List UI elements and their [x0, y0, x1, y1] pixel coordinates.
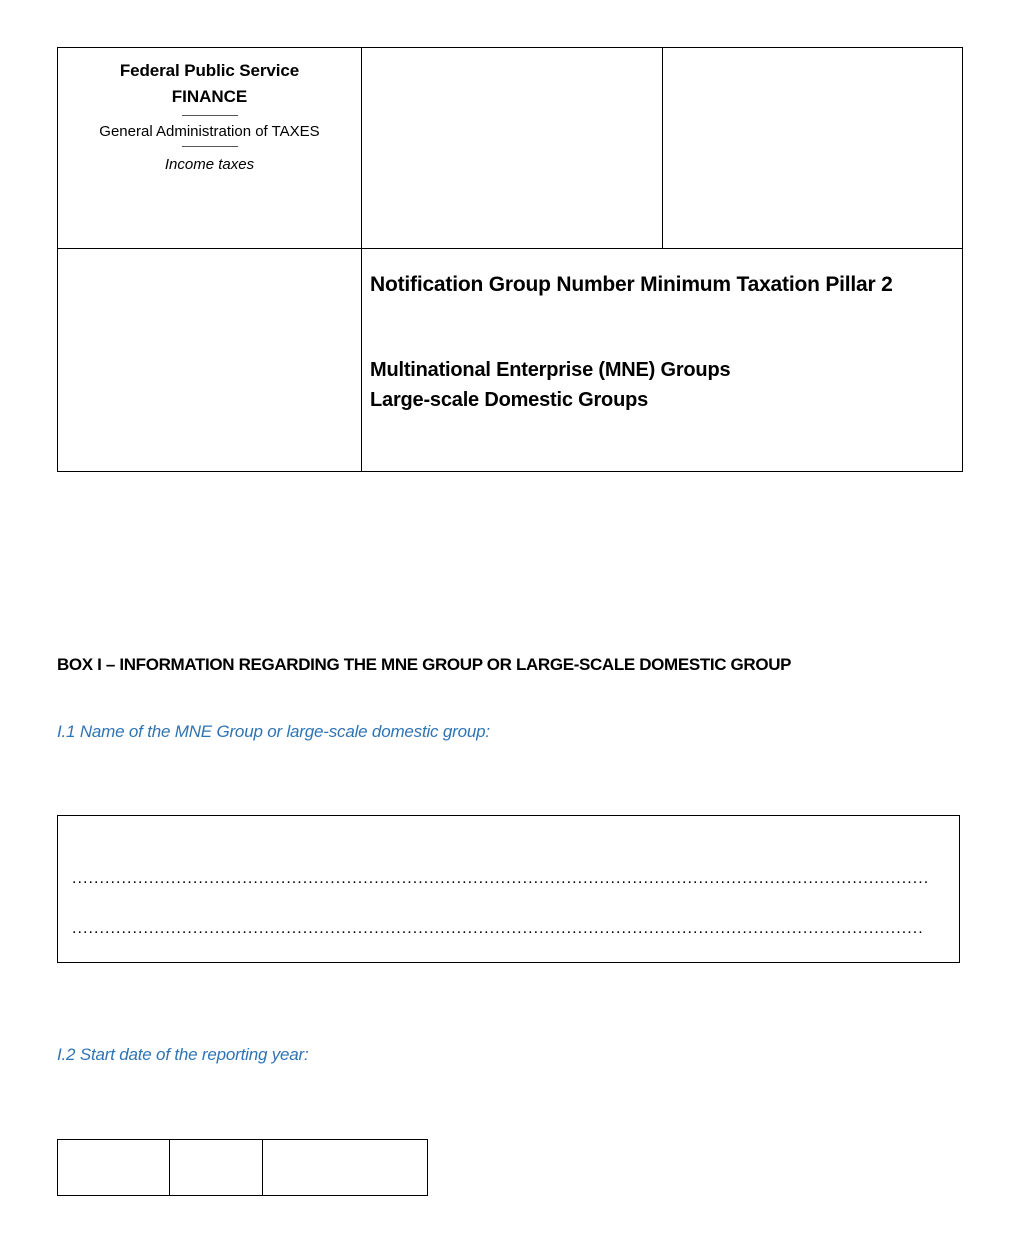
- administration-line-2: FINANCE: [171, 87, 248, 106]
- header-blank-cell-left: [58, 249, 362, 472]
- field-i1-dotted-line-1: ............................................................................................................................................................: [72, 870, 930, 887]
- administration-line-1: Federal Public Service: [119, 61, 300, 80]
- field-i1-label: I.1 Name of the MNE Group or large-scale domestic group:: [57, 722, 490, 741]
- field-i1-input[interactable]: [57, 815, 960, 963]
- header-table: [57, 47, 963, 472]
- header-blank-cell-middle: [362, 48, 663, 249]
- date-row: [58, 1140, 428, 1196]
- date-month-input[interactable]: [170, 1140, 263, 1196]
- field-i2-date-table: [57, 1139, 428, 1196]
- form-subtitle-line-2: Large-scale Domestic Groups: [370, 389, 649, 411]
- field-i2-label: I.2 Start date of the reporting year:: [57, 1045, 309, 1064]
- form-title-cell: [362, 249, 963, 472]
- header-blank-cell-right: [663, 48, 963, 249]
- form-title: Notification Group Number Minimum Taxation Pillar 2: [370, 273, 893, 296]
- header-table-row-title: [58, 249, 963, 472]
- date-year-input[interactable]: [263, 1140, 428, 1196]
- header-table-row-top: [58, 48, 963, 249]
- title-spacer: [370, 299, 962, 355]
- administration-cell: [58, 48, 362, 249]
- administration-line-4: Income taxes: [164, 156, 255, 173]
- administration-divider-1: [182, 115, 238, 116]
- administration-divider-2: [182, 146, 238, 147]
- date-day-input[interactable]: [58, 1140, 170, 1196]
- box-1-heading: BOX I – INFORMATION REGARDING THE MNE GROUP OR LARGE-SCALE DOMESTIC GROUP: [57, 655, 792, 674]
- form-subtitle-line-1: Multinational Enterprise (MNE) Groups: [370, 359, 731, 381]
- field-i1-dotted-line-2: ...........................................................................................................................................................: [72, 920, 924, 937]
- administration-line-3: General Administration of TAXES: [99, 123, 320, 140]
